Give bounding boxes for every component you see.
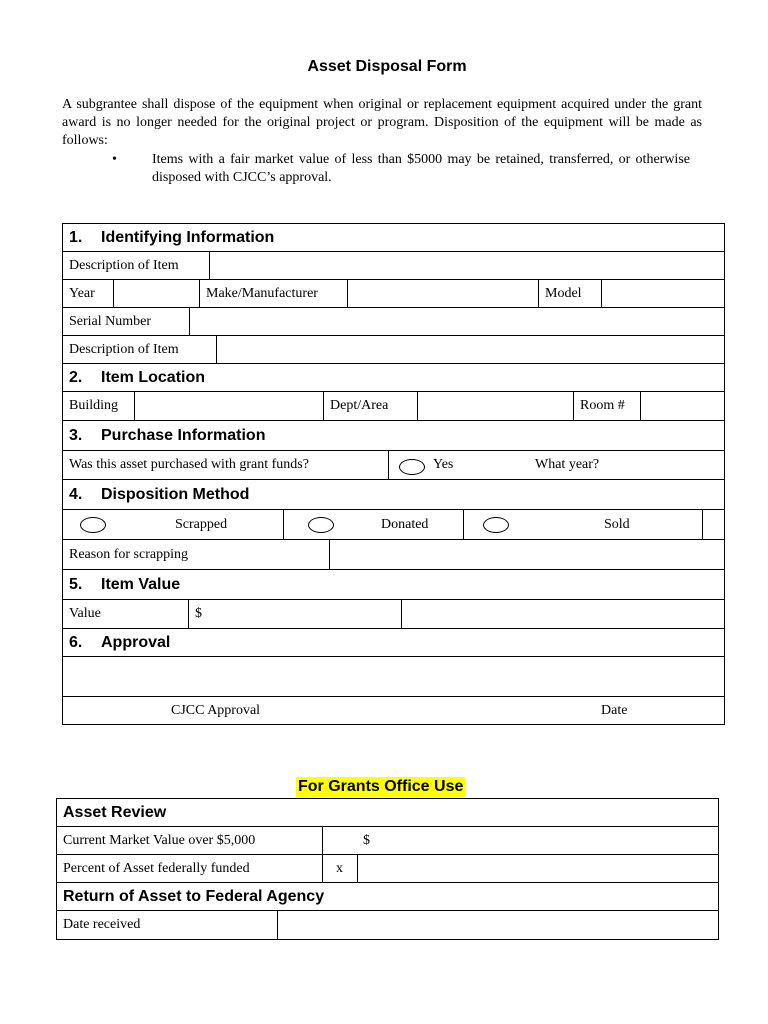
asset-review-title: Asset Review: [63, 803, 167, 821]
multiply-label: x: [336, 860, 343, 876]
scrapped-label: Scrapped: [175, 516, 228, 532]
serial-label: Serial Number: [69, 313, 152, 329]
section-number: 6.: [69, 633, 83, 651]
sold-label: Sold: [604, 516, 630, 532]
section-approval-header: [63, 629, 724, 657]
model-field[interactable]: [602, 280, 724, 307]
yes-radio-icon[interactable]: [399, 459, 425, 475]
cjcc-approval-label: CJCC Approval: [171, 702, 261, 718]
value-row: [63, 600, 724, 629]
reason-row: [63, 540, 724, 570]
reason-field[interactable]: [330, 540, 724, 569]
building-field[interactable]: [135, 392, 323, 420]
market-value-label: Current Market Value over $5,000: [63, 832, 256, 848]
section-title: Disposition Method: [101, 485, 250, 503]
date-received-label: Date received: [63, 917, 141, 932]
section-number: 1.: [69, 228, 83, 246]
market-value-row: [57, 827, 718, 855]
section-number: 3.: [69, 426, 83, 444]
make-field[interactable]: [348, 280, 538, 307]
page-title: Asset Disposal Form: [307, 58, 467, 75]
date-label: Date: [601, 702, 628, 718]
section-title: Purchase Information: [101, 426, 266, 444]
section-purchase-header: [63, 421, 724, 451]
return-asset-header: [57, 883, 718, 911]
make-label: Make/Manufacturer: [206, 285, 318, 301]
description-field[interactable]: [210, 252, 724, 279]
section-title: Item Value: [101, 575, 181, 593]
section-title: Identifying Information: [101, 228, 275, 246]
approval-signature-field[interactable]: [63, 657, 724, 697]
section-number: 2.: [69, 368, 83, 386]
date-received-row: [57, 911, 718, 939]
disposition-options-row: [63, 510, 724, 540]
bullet-text: Items with a fair market value of less than $5000 may be retained, transferred, or otherwise disposed with CJCC’s approval.: [152, 152, 690, 185]
location-row: [63, 392, 724, 421]
bullet-icon: •: [112, 152, 117, 167]
grant-question-label: Was this asset purchased with grant funds?: [69, 457, 309, 472]
dept-field[interactable]: [418, 392, 573, 420]
value-field[interactable]: $: [195, 606, 202, 621]
yes-label: Yes: [433, 457, 454, 472]
percent-field[interactable]: [358, 855, 718, 882]
description-field-2[interactable]: [217, 336, 724, 363]
room-label: Room #: [580, 398, 625, 413]
scrapped-radio-icon[interactable]: [80, 517, 106, 533]
year-make-model-row: [63, 280, 724, 308]
year-label: Year: [69, 285, 95, 301]
description-label: Description of Item: [69, 257, 179, 273]
room-field[interactable]: [641, 392, 724, 420]
model-label: Model: [545, 285, 582, 301]
section-identifying-header: [63, 224, 724, 252]
grants-office-title: For Grants Office Use: [298, 778, 464, 795]
approval-labels-row: [63, 697, 724, 724]
section-number: 5.: [69, 575, 83, 593]
section-value-header: [63, 570, 724, 600]
percent-funded-row: [57, 855, 718, 883]
section-title: Item Location: [101, 368, 206, 386]
sold-radio-icon[interactable]: [483, 517, 509, 533]
section-location-header: [63, 364, 724, 392]
description-row: [63, 252, 724, 280]
building-label: Building: [69, 398, 119, 413]
intro-paragraph: A subgrantee shall dispose of the equipment when original or replacement equipment acquired under the grant award is no longer needed for the original project or program. Disposition of the equipment will be made as follows:: [62, 97, 702, 148]
donated-radio-icon[interactable]: [308, 517, 334, 533]
donated-label: Donated: [381, 516, 429, 532]
serial-field[interactable]: [190, 308, 724, 335]
what-year-label: What year?: [535, 457, 600, 472]
market-value-field[interactable]: $: [363, 832, 370, 848]
serial-row: [63, 308, 724, 336]
description-row-2: [63, 336, 724, 364]
section-number: 4.: [69, 485, 83, 503]
date-received-field[interactable]: [278, 911, 718, 939]
value-label: Value: [69, 606, 101, 621]
description-label-2: Description of Item: [69, 341, 179, 357]
percent-label: Percent of Asset federally funded: [63, 860, 250, 876]
disposal-form-table: [62, 223, 725, 725]
year-field[interactable]: [114, 280, 199, 307]
dept-label: Dept/Area: [330, 398, 389, 413]
return-asset-title: Return of Asset to Federal Agency: [63, 887, 325, 905]
section-disposition-header: [63, 480, 724, 510]
section-title: Approval: [101, 633, 171, 651]
reason-label: Reason for scrapping: [69, 546, 188, 562]
grants-office-table: [56, 798, 719, 940]
asset-review-header: [57, 799, 718, 827]
grant-funds-row: [63, 451, 724, 480]
